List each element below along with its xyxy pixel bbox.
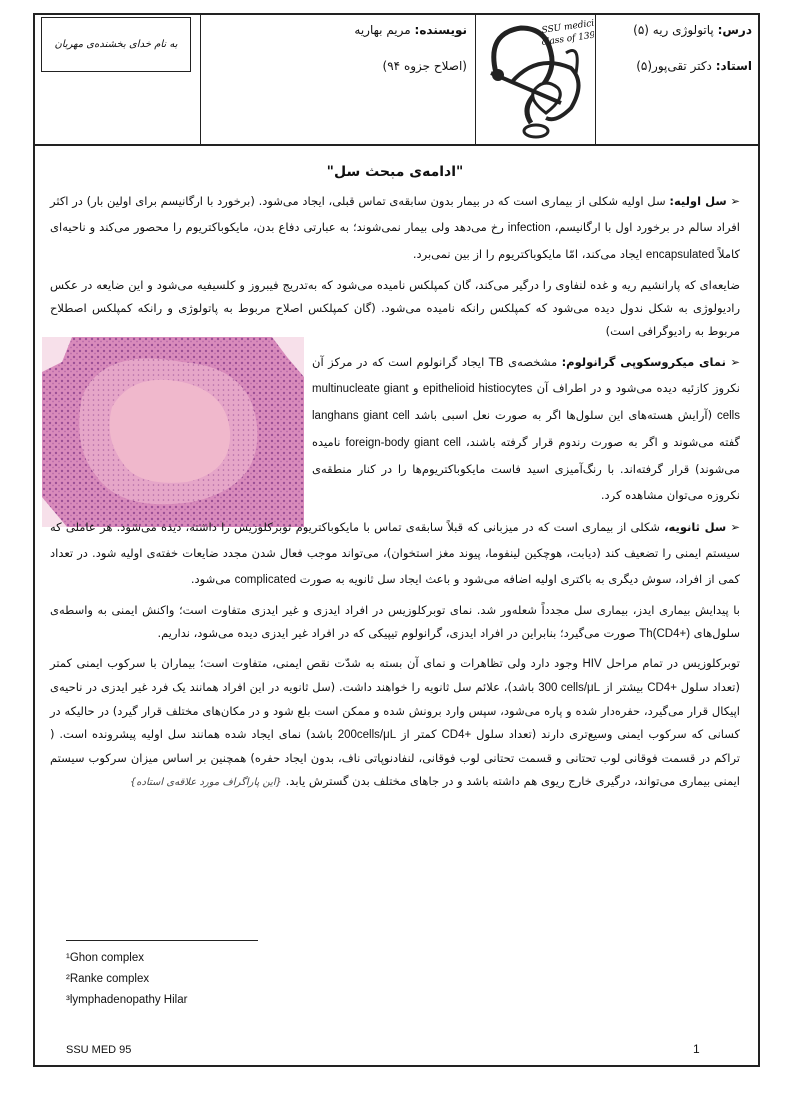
granuloma-text-b: و (408, 381, 423, 395)
granuloma-paragraph (312, 349, 740, 508)
footnotes (66, 948, 187, 1011)
secondary-tb-text-a: شکلی از بیماری است که در میزبانی که قبلاً سابقه‌ی تماس با مایکوباکتریوم توبرکلوزیس را داشته، دیده می‌شود. هر عاملی که سیستم ایمنی را تضعیف کند (دیابت، هوچکین لینفوما، پیوند مغز استخوان)، می‌تواند موجب فعال شدن مجدد ضایعات خفته‌ی اولیه شود. در تعداد کمی از افراد، سوش دیگری به باکتری اولیه اضافه می‌شود و باعث ایجاد سل ثانویه به صورت (50, 520, 740, 586)
granuloma-text-c: (آرایش هسته‌های این سلول‌ها اگر به صورت نعل اسبی باشد (409, 408, 717, 422)
author-cell (200, 13, 475, 144)
course-cell (595, 13, 760, 144)
bullet-arrow-icon: ➢ (730, 520, 741, 534)
bullet-arrow-icon: ➢ (730, 355, 740, 369)
secondary-tb-paragraph (50, 514, 740, 593)
hiv-text-e: کمتر از (396, 727, 442, 741)
bullet-arrow-icon: ➢ (730, 194, 741, 208)
secondary-tb-heading: سل ثانویه، (664, 520, 727, 534)
term-cd4-a: CD4+ (647, 682, 677, 694)
author-label: نویسنده: (414, 23, 467, 37)
term-infection: infection (507, 222, 551, 234)
term-th-cd4: Th(CD4+) (639, 628, 691, 640)
ssu-logo-icon (476, 13, 594, 142)
granuloma-text-e: نامیده می‌شوند) قرار گرفته‌اند. با رنگ‌آمیزی اسید فاست مایکوباکتریوم‌ها را در کنار منطقه‌ی نکروزه می‌توان مشاهده کرد. (312, 435, 740, 502)
hiv-paragraph (50, 652, 740, 794)
hiv-text-b: وجود دارد ولی تظاهرات و نمای آن بسته به شدّت نقص ایمنی، متفاوت است؛ بیماران با سرکوب ایمنی کمتر (تعداد سلول (50, 656, 740, 694)
term-200-cells: 200cells/μL (337, 729, 397, 741)
bismillah-cell (33, 13, 200, 144)
ghon-paragraph: ضایعه‌ای که پارانشیم ریه و غده لنفاوی را درگیر می‌کند، گان کمپلکس نامیده می‌شود که به‌تدریج فیبروز و کلسیفیه می‌شود و این ضایعه در عکس رادیولوژی به شکل ندول دیده می‌شود که کمپلکس رانکه نامیده می‌شود. (گان کمپلکس اصلاح مربوط به پاتولوژی و رانکه کمپلکس اصطلاح مربوط به رادیوگرافی است) (50, 278, 740, 338)
term-langhans: langhans giant cell (312, 410, 410, 422)
teacher-value: دکتر تقی‌پور(۵) (636, 59, 712, 73)
term-300-cells: 300 cells/μL (538, 682, 601, 694)
body-content (50, 160, 740, 800)
hiv-text-c: بیشتر از (600, 680, 648, 694)
footnote-3: ³lymphadenopathy Hilar (66, 994, 188, 1006)
term-complicated: complicated (234, 574, 296, 586)
term-cd4-b: CD4+ (441, 729, 472, 741)
term-foreign-body: foreign-body giant cell (345, 437, 461, 449)
author-value: مریم بهاریه (354, 23, 411, 37)
term-epithelioid: epithelioid histiocytes (422, 383, 533, 395)
logo-text-1: SSU medicine (541, 17, 594, 36)
hiv-text-d: باشد)، علائم سل ثانویه را خواهند داشت. (سل ثانویه در این افراد همانند یک فرد غیر ایدزی در ناحیه‌ی اپیکال قرار می‌گیرد، حفره‌دار شده و پاره می‌شود، سپس وارد برونش شده و ممکن است بلع شود و در مکان‌های مختلف قرار گیرد) در حالیکه در کسانی که سرکوب ایمنی وسیع‌تری دارند (تعداد سلول (50, 680, 741, 741)
footer-label: SSU MED 95 (66, 1044, 132, 1056)
footnote-2: ²Ranke complex (66, 973, 150, 985)
section-title: "ادامه‌ی مبحث سل" (326, 164, 464, 180)
page-number: 1 (693, 1042, 700, 1056)
footnote-1: ¹Ghon complex (66, 952, 144, 964)
course-label: درس: (717, 23, 752, 37)
primary-tb-text-c: رخ می‌دهد ولی بیمار نمی‌شوند؛ به عبارتی دفاع بدن، مایکوباکتریوم را محصور می‌کند و ناحیه‌ای کاملاً (50, 220, 740, 261)
secondary-tb-text-b: می‌شود. (190, 572, 235, 586)
aids-paragraph (50, 599, 740, 646)
hiv-text-a: توبرکلوزیس در تمام مراحل (601, 656, 740, 670)
term-multinucleate: multinucleate giant cells (312, 383, 740, 422)
logo-text-2: class of 1395 (541, 29, 594, 48)
footnote-rule (66, 940, 258, 941)
revision-note: (اصلاح جزوه ۹۴) (382, 59, 467, 73)
term-hiv: HIV (582, 658, 602, 670)
term-encapsulated: encapsulated (645, 249, 715, 261)
course-value: پاتولوژی ریه (۵) (633, 23, 714, 37)
header (33, 13, 760, 146)
bismillah-box (41, 17, 191, 72)
teacher-label: استاد: (715, 59, 752, 73)
primary-tb-paragraph (50, 188, 740, 268)
logo-cell (475, 13, 595, 144)
granuloma-text-d: گفته می‌شوند و اگر به صورت رندوم قرار گرفته باشند، (460, 435, 740, 449)
granuloma-text-a: مشخصه‌ی TB ایجاد گرانولوم است که در مرکز آن نکروز کازئیه دیده می‌شود و در اطراف آن (312, 355, 740, 395)
primary-tb-heading: سل اولیه: (669, 194, 727, 208)
primary-tb-text-b: اولین بار) در اکثر افراد سالم در برخورد اول با ارگانیسم، (50, 194, 741, 234)
hiv-text-f: باشد) نمای ایجاد شده همانند سل اولیه پیشرونده است. ( تراکم در قسمت فوقانی لوب تحتانی و قسمت تحتانی لوب فوقانی، لنفادنوپاتی ناف، بدون ایجاد حفره) همچنین بر اساس میزان سرکوب سیستم ایمنی بیماری می‌تواند، درگیری خارج ریوی هم داشته باشد و در جاهای مختلف بدن گسترش یابد. (50, 727, 740, 788)
granuloma-heading: نمای میکروسکوپی گرانولوم: (561, 355, 726, 369)
primary-tb-text-d: ایجاد می‌کند، امّا مایکوباکتریوم را از بین نمی‌برد. (412, 247, 646, 261)
aids-text-b: صورت می‌گیرد؛ بنابراین در افراد ایدزی، گرانولوم تیپیکی که در افراد غیر ایدزی دیده می‌شود، نداریم. (157, 626, 640, 640)
bismillah-text: به نام خدای بخشنده‌ی مهربان (54, 39, 178, 50)
primary-tb-text-a: سل اولیه شکلی از بیماری است که در بیمار بدون سابقه‌ی تماس قبلی، ایجاد می‌شود. (برخورد با ارگانیسم برای (135, 194, 670, 208)
aids-text-a: با پیدایش بیماری ایدز، بیماری سل مجدداً شعله‌ور شد. نمای توبرکلوزیس در افراد ایدزی و غیر ایدزی متفاوت است؛ واکنش ایمنی به واسطه‌ی سلول‌های (50, 603, 740, 640)
professor-note: {این پاراگراف مورد علاقه‌ی استاده} (129, 777, 283, 788)
